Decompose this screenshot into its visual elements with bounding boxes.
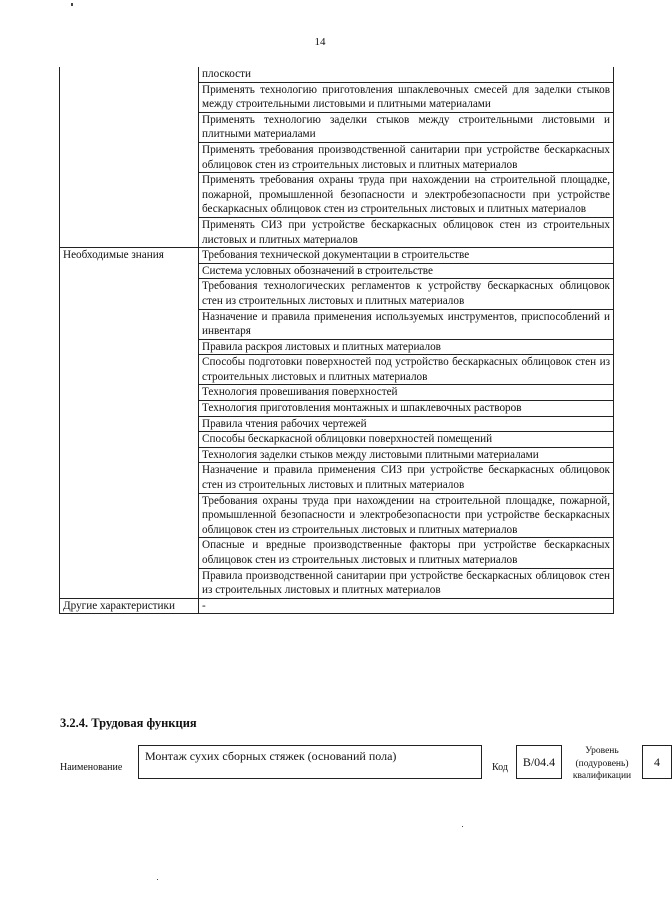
other-characteristics-value: -: [199, 598, 614, 614]
knowledge-item: Способы бескаркасной облицовки поверхностей помещений: [199, 432, 614, 448]
level-label: Уровень (подуровень) квалификации: [572, 746, 632, 781]
knowledge-item: Технология заделки стыков между листовыми плитными материалами: [199, 447, 614, 463]
knowledge-item: Требования технологических регламентов к устройству бескаркасных облицовок стен из строительных листовых и плитных материалов: [199, 279, 614, 309]
skill-item: Применять технологию заделки стыков между строительными листовыми и плитными материалами: [199, 112, 614, 142]
knowledge-item: Способы подготовки поверхностей под устройство бескаркасных облицовок стен из строительных листовых и плитных материалов: [199, 355, 614, 385]
knowledge-item: Опасные и вредные производственные факторы при устройстве бескаркасных облицовок стен из строительных листовых и плитных материалов: [199, 538, 614, 568]
knowledge-item: Требования технической документации в строительстве: [199, 248, 614, 264]
knowledge-item: Правила чтения рабочих чертежей: [199, 416, 614, 432]
knowledge-item: Назначение и правила применения СИЗ при устройстве бескаркасных облицовок стен из строительных листовых и плитных материалов: [199, 463, 614, 493]
name-label: Наименование: [60, 762, 123, 773]
skill-item: плоскости: [199, 67, 614, 82]
level-value-box: 4: [642, 745, 672, 779]
skill-item: Применять технологию приготовления шпаклевочных смесей для заделки стыков между строительными листовыми и плитными материалами: [199, 82, 614, 112]
knowledge-label: Необходимые знания: [60, 248, 199, 599]
knowledge-item: Требования охраны труда при нахождении на строительной площадке, пожарной, промышленной безопасности и электробезопасности при устройстве бескаркасных облицовок стен из строительных листовых и плитных материалов: [199, 493, 614, 538]
skill-item: Применять требования охраны труда при нахождении на строительной площадке, пожарной, промышленной безопасности и электробезопасности при устройстве бескаркасных облицовок стен из строительных листовых и плитных материалов: [199, 173, 614, 218]
table-row: [60, 67, 614, 82]
code-label: Код: [492, 762, 508, 773]
skills-knowledge-table: [59, 67, 614, 614]
scan-artifact: [71, 3, 73, 6]
labor-function-header: [60, 745, 660, 795]
name-value-box: Монтаж сухих сборных стяжек (оснований пола): [138, 745, 482, 779]
knowledge-item: Система условных обозначений в строительстве: [199, 263, 614, 279]
knowledge-item: Технология приготовления монтажных и шпаклевочных растворов: [199, 401, 614, 417]
code-value-box: В/04.4: [516, 745, 562, 779]
knowledge-item: Технология провешивания поверхностей: [199, 385, 614, 401]
table-row: [60, 598, 614, 614]
skills-label-cell: [60, 67, 199, 248]
table-row: [60, 248, 614, 264]
scan-artifact: [462, 826, 463, 827]
page-number: 14: [314, 36, 326, 48]
scan-artifact: [157, 879, 158, 880]
skill-item: Применять требования производственной санитарии при устройстве бескаркасных облицовок стен из строительных листовых и плитных материалов: [199, 142, 614, 172]
other-characteristics-label: Другие характеристики: [60, 598, 199, 614]
section-title: 3.2.4. Трудовая функция: [60, 716, 197, 730]
knowledge-item: Назначение и правила применения используемых инструментов, приспособлений и инвентаря: [199, 309, 614, 339]
skill-item: Применять СИЗ при устройстве бескаркасных облицовок стен из строительных листовых и плитных материалов: [199, 217, 614, 247]
knowledge-item: Правила производственной санитарии при устройстве бескаркасных облицовок стен из строительных листовых и плитных материалов: [199, 568, 614, 598]
knowledge-item: Правила раскроя листовых и плитных материалов: [199, 339, 614, 355]
